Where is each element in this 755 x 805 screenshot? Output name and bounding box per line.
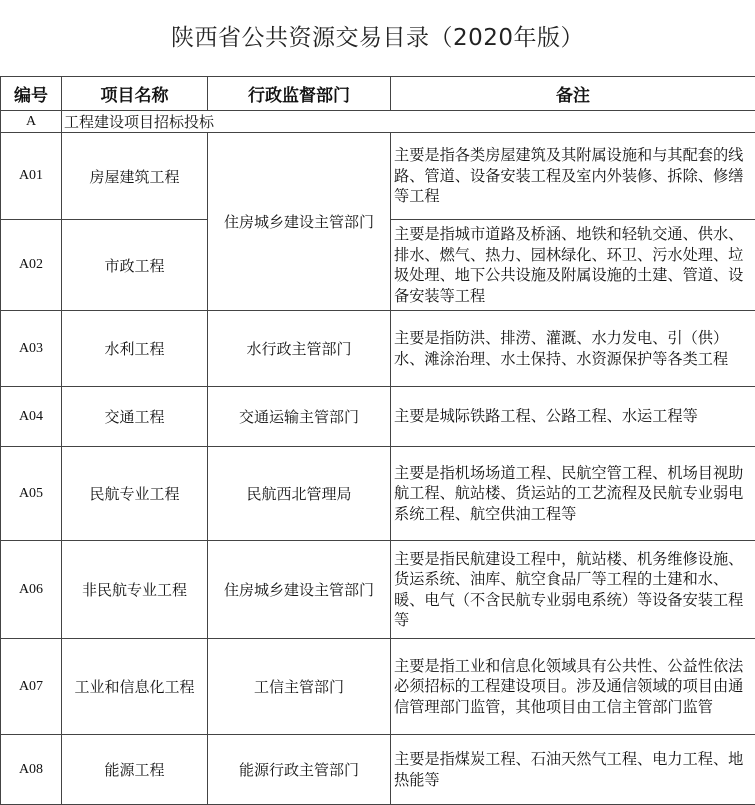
- row-note: 主要是指煤炭工程、石油天然气工程、电力工程、地热能等: [391, 735, 755, 805]
- row-code: A04: [1, 387, 62, 447]
- row-note: 主要是指各类房屋建筑及其附属设施和与其配套的线路、管道、设备安装工程及室内外装修、拆除、修缮等工程: [391, 133, 755, 220]
- row-code: A02: [1, 220, 62, 311]
- row-name: 交通工程: [62, 387, 208, 447]
- table-row: [1, 447, 755, 541]
- row-note: 主要是城际铁路工程、公路工程、水运工程等: [391, 387, 755, 447]
- category-row: [1, 111, 755, 133]
- row-name: 能源工程: [62, 735, 208, 805]
- row-code: A03: [1, 311, 62, 387]
- header-code: 编号: [1, 77, 62, 111]
- table-row: [1, 541, 755, 639]
- table-row: [1, 735, 755, 805]
- row-dept: 住房城乡建设主管部门: [208, 541, 391, 639]
- row-note: 主要是指民航建设工程中，航站楼、机务维修设施、货运系统、油库、航空食品厂等工程的土建和水、暖、电气（不含民航专业弱电系统）等设备安装工程等: [391, 541, 755, 639]
- row-name: 水利工程: [62, 311, 208, 387]
- row-dept: 能源行政主管部门: [208, 735, 391, 805]
- category-name: 工程建设项目招标投标: [62, 111, 755, 133]
- catalog-table: [0, 76, 755, 805]
- header-row: [1, 77, 755, 111]
- row-note: 主要是指工业和信息化领域具有公共性、公益性依法必须招标的工程建设项目。涉及通信领域的项目由通信管理部门监管，其他项目由工信主管部门监管: [391, 639, 755, 735]
- row-dept: 民航西北管理局: [208, 447, 391, 541]
- row-code: A01: [1, 133, 62, 220]
- row-dept: 交通运输主管部门: [208, 387, 391, 447]
- row-code: A05: [1, 447, 62, 541]
- row-note: 主要是指机场场道工程、民航空管工程、机场目视助航工程、航站楼、货运站的工艺流程及民航专业弱电系统工程、航空供油工程等: [391, 447, 755, 541]
- row-code: A07: [1, 639, 62, 735]
- header-note: 备注: [391, 77, 755, 111]
- row-name: 市政工程: [62, 220, 208, 311]
- page-title: 陕西省公共资源交易目录（2020年版）: [0, 0, 755, 76]
- row-code: A06: [1, 541, 62, 639]
- row-name: 民航专业工程: [62, 447, 208, 541]
- row-dept: 住房城乡建设主管部门: [208, 133, 391, 311]
- row-code: A08: [1, 735, 62, 805]
- row-note: 主要是指城市道路及桥涵、地铁和轻轨交通、供水、排水、燃气、热力、园林绿化、环卫、污水处理、垃圾处理、地下公共设施及附属设施的土建、管道、设备安装等工程: [391, 220, 755, 311]
- row-dept: 水行政主管部门: [208, 311, 391, 387]
- row-name: 工业和信息化工程: [62, 639, 208, 735]
- table-row: [1, 133, 755, 220]
- table-row: [1, 311, 755, 387]
- row-note: 主要是指防洪、排涝、灌溉、水力发电、引（供）水、滩涂治理、水土保持、水资源保护等各类工程: [391, 311, 755, 387]
- category-code: A: [1, 111, 62, 133]
- row-name: 房屋建筑工程: [62, 133, 208, 220]
- table-row: [1, 639, 755, 735]
- table-row: [1, 387, 755, 447]
- header-dept: 行政监督部门: [208, 77, 391, 111]
- row-dept: 工信主管部门: [208, 639, 391, 735]
- row-name: 非民航专业工程: [62, 541, 208, 639]
- header-name: 项目名称: [62, 77, 208, 111]
